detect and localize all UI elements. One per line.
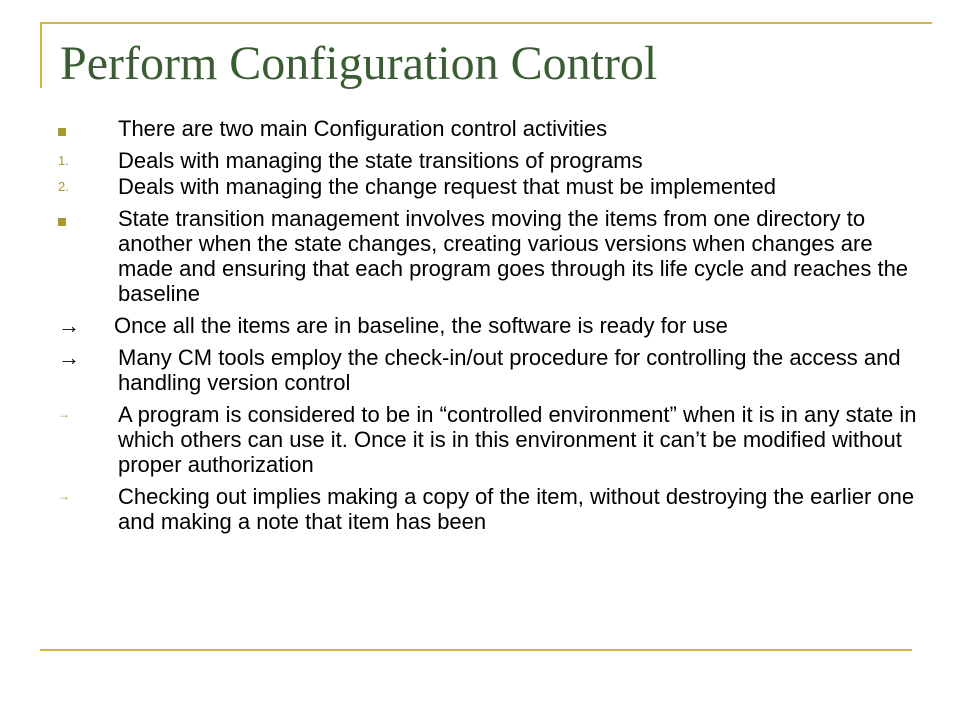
arrow-item [58, 484, 918, 534]
right-arrow-icon: → [58, 313, 80, 338]
list-number: 2. [58, 179, 69, 194]
right-arrow-icon: → [58, 345, 80, 370]
numbered-item [58, 174, 918, 199]
numbered-item [58, 148, 918, 173]
bullet-list [58, 116, 918, 541]
bullet-text: Deals with managing the change request that must be implemented [118, 174, 776, 199]
bullet-text: Once all the items are in baseline, the software is ready for use [114, 313, 728, 338]
bullet-text: Deals with managing the state transitions of programs [118, 148, 643, 173]
slide-title: Perform Configuration Control [60, 37, 658, 90]
left-rule [40, 22, 42, 88]
bullet-text: State transition management involves moving the items from one directory to another when the state changes, creating various versions when changes are made and ensuring that each program goes through its life cycle and reaches the baseline [118, 206, 909, 306]
list-number: 1. [58, 153, 69, 168]
arrow-item [58, 313, 918, 338]
bullet-item [58, 116, 918, 141]
bullet-text: Checking out implies making a copy of the item, without destroying the earlier one and making a note that item has been [118, 484, 915, 534]
top-rule [40, 22, 932, 24]
bullet-item [58, 206, 918, 306]
small-right-arrow-icon: → [58, 489, 70, 503]
arrow-item [58, 402, 918, 477]
bullet-text: There are two main Configuration control activities [118, 116, 608, 141]
square-bullet-icon [58, 206, 114, 231]
arrow-item [58, 345, 918, 395]
bottom-rule [40, 649, 912, 651]
bullet-text: Many CM tools employ the check-in/out procedure for controlling the access and handling version control [118, 345, 901, 395]
bullet-text: A program is considered to be in “controlled environment” when it is in any state in which others can use it. Once it is in this environment it can’t be modified without proper authorization [118, 402, 917, 477]
small-right-arrow-icon: → [58, 407, 70, 421]
square-bullet-icon [58, 116, 114, 141]
